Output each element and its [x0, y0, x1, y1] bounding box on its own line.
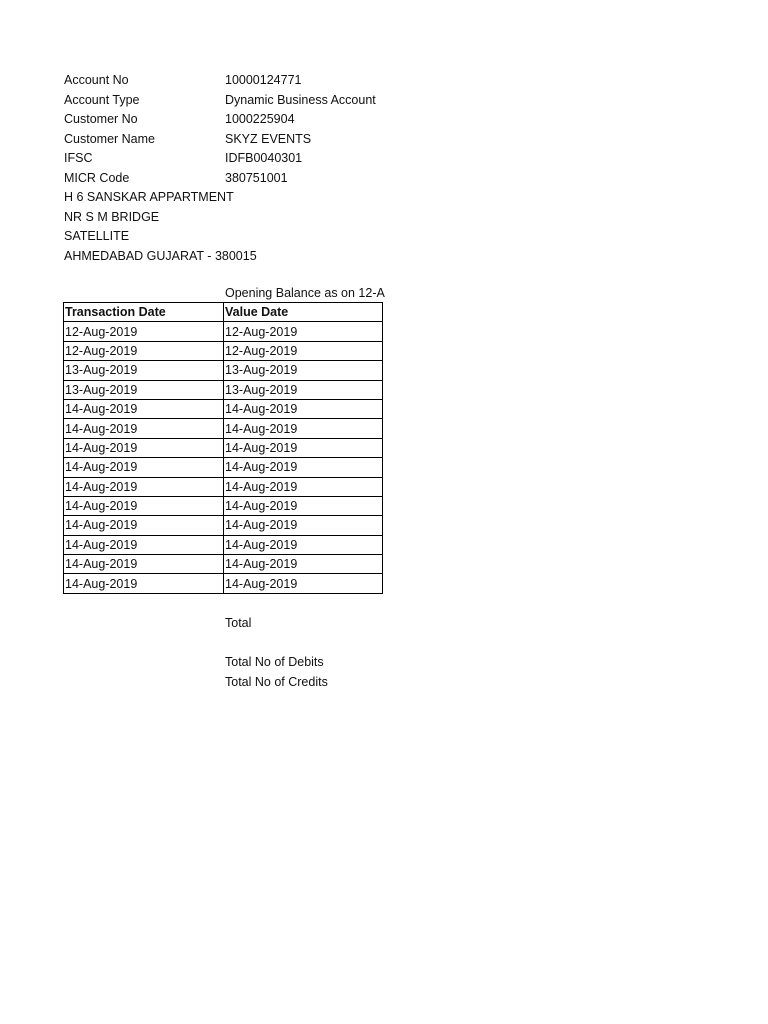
opening-balance-label: Opening Balance as on 12-A — [225, 286, 385, 300]
value-date-header: Value Date — [224, 303, 383, 322]
transaction-date-cell: 14-Aug-2019 — [64, 438, 224, 457]
account-no-value: 10000124771 — [225, 73, 302, 87]
transaction-date-cell: 14-Aug-2019 — [64, 458, 224, 477]
table-row — [64, 419, 383, 438]
value-date-cell: 14-Aug-2019 — [224, 438, 383, 457]
customer-no-row — [64, 110, 444, 130]
table-row — [64, 477, 383, 496]
value-date-cell: 12-Aug-2019 — [224, 322, 383, 341]
account-no-label: Account No — [64, 73, 129, 87]
table-row — [64, 555, 383, 574]
total-credits-label: Total No of Credits — [225, 674, 328, 689]
address-line-2: NR S M BRIDGE — [64, 209, 160, 224]
ifsc-label: IFSC — [64, 151, 93, 165]
transaction-date-cell: 12-Aug-2019 — [64, 341, 224, 360]
transaction-date-cell: 13-Aug-2019 — [64, 361, 224, 380]
table-row — [64, 361, 383, 380]
transaction-date-header: Transaction Date — [64, 303, 224, 322]
table-row — [64, 438, 383, 457]
transaction-date-cell: 14-Aug-2019 — [64, 535, 224, 554]
total-label: Total — [225, 616, 252, 630]
account-type-value: Dynamic Business Account — [225, 92, 376, 107]
transaction-date-cell: 14-Aug-2019 — [64, 555, 224, 574]
value-date-cell: 14-Aug-2019 — [224, 399, 383, 418]
micr-code-value: 380751001 — [225, 170, 288, 185]
micr-code-label: MICR Code — [64, 170, 130, 185]
totals-spacer — [225, 634, 328, 654]
micr-code-row — [64, 169, 444, 189]
table-row — [64, 380, 383, 399]
value-date-cell: 14-Aug-2019 — [224, 574, 383, 593]
table-row — [64, 341, 383, 360]
table-row — [64, 496, 383, 515]
totals-block — [225, 614, 328, 692]
account-no-row — [64, 71, 444, 91]
address-line-3: SATELLITE — [64, 229, 130, 243]
value-date-cell: 14-Aug-2019 — [224, 496, 383, 515]
value-date-cell: 14-Aug-2019 — [224, 419, 383, 438]
value-date-cell: 13-Aug-2019 — [224, 380, 383, 399]
customer-name-value: SKYZ EVENTS — [225, 131, 312, 146]
value-date-cell: 12-Aug-2019 — [224, 341, 383, 360]
account-type-label: Account Type — [64, 92, 140, 107]
transaction-date-cell: 12-Aug-2019 — [64, 322, 224, 341]
ifsc-value: IDFB0040301 — [225, 151, 303, 165]
total-debits-label: Total No of Debits — [225, 655, 324, 669]
customer-no-label: Customer No — [64, 112, 138, 126]
ifsc-row — [64, 149, 444, 169]
table-row — [64, 322, 383, 341]
table-row — [64, 458, 383, 477]
value-date-cell: 13-Aug-2019 — [224, 361, 383, 380]
transaction-date-cell: 14-Aug-2019 — [64, 574, 224, 593]
table-header-row — [64, 303, 383, 322]
transaction-date-cell: 14-Aug-2019 — [64, 399, 224, 418]
address-line-1: H 6 SANSKAR APPARTMENT — [64, 190, 234, 204]
table-row — [64, 399, 383, 418]
transactions-table — [63, 302, 383, 594]
account-info-block — [64, 71, 444, 266]
customer-no-value: 1000225904 — [225, 112, 295, 126]
transaction-date-cell: 14-Aug-2019 — [64, 477, 224, 496]
transaction-date-cell: 14-Aug-2019 — [64, 419, 224, 438]
transaction-date-cell: 14-Aug-2019 — [64, 516, 224, 535]
value-date-cell: 14-Aug-2019 — [224, 535, 383, 554]
transaction-date-cell: 13-Aug-2019 — [64, 380, 224, 399]
table-row — [64, 574, 383, 593]
value-date-cell: 14-Aug-2019 — [224, 477, 383, 496]
transaction-date-cell: 14-Aug-2019 — [64, 496, 224, 515]
table-row — [64, 516, 383, 535]
table-row — [64, 535, 383, 554]
value-date-cell: 14-Aug-2019 — [224, 555, 383, 574]
value-date-cell: 14-Aug-2019 — [224, 458, 383, 477]
account-type-row — [64, 91, 444, 111]
customer-name-row — [64, 130, 444, 150]
address-line-4: AHMEDABAD GUJARAT - 380015 — [64, 248, 257, 263]
value-date-cell: 14-Aug-2019 — [224, 516, 383, 535]
customer-name-label: Customer Name — [64, 131, 155, 146]
